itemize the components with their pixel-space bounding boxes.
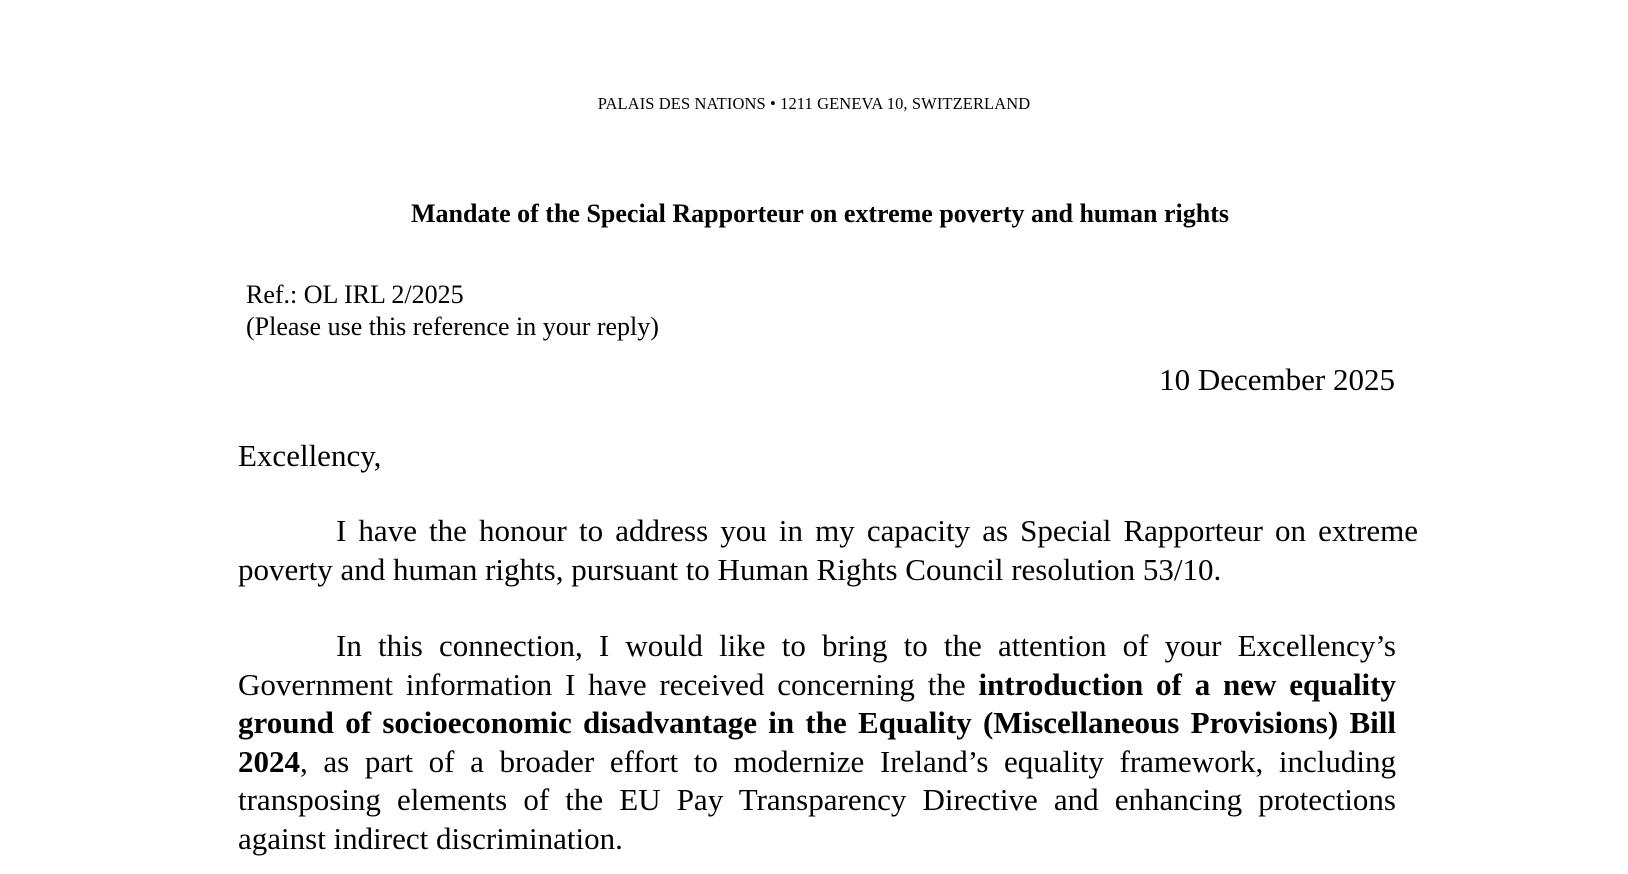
paragraph-2-intro: In this connection, I would like to bring to the attention of your Excellency’s Government information I have received concerning the (238, 628, 1396, 702)
paragraph-2-emphasis: introduction of a new equality ground of socioeconomic disadvantage in the Equality (Miscellaneous Provisions) Bill 2024 (238, 666, 1396, 779)
letter-date: 10 December 2025 (1159, 362, 1395, 397)
reference-number: Ref.: OL IRL 2/2025 (246, 280, 464, 309)
paragraph-1: I have the honour to address you in my capacity as Special Rapporteur on extreme poverty and human rights, pursuant to Human Rights Council resolution 53/10. (238, 513, 1418, 587)
letterhead-address: PALAIS DES NATIONS • 1211 GENEVA 10, SWITZERLAND (597, 94, 1031, 113)
salutation: Excellency, (238, 438, 382, 473)
mandate-title: Mandate of the Special Rapporteur on extreme poverty and human rights (410, 199, 1229, 228)
paragraph-2 (238, 627, 1396, 858)
paragraph-2-continuation: , as part of a broader effort to modernize Ireland’s equality framework, including transposing elements of the EU Pay Transparency Directive and enhancing protections against indirect discrimination. (238, 743, 1396, 856)
reference-block (246, 279, 659, 343)
reference-note: (Please use this reference in your reply) (246, 312, 659, 341)
